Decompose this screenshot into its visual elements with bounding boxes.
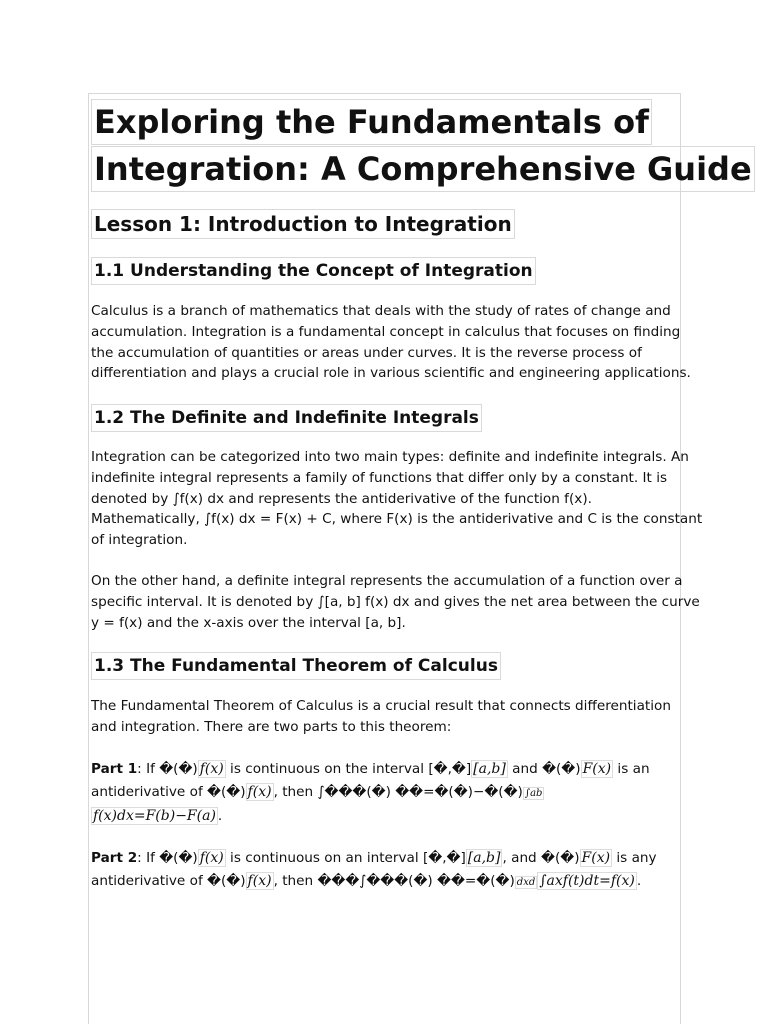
paragraph-line: indefinite integral represents a family of functions that differ only by a constant. It is [91,469,668,486]
paragraph-line: y = f(x) and the x-axis over the interval [a, b]. [91,614,406,631]
text-run: , then [273,873,318,889]
garbled-math: [�,�] [428,761,472,777]
part-2-label: Part 2 [91,850,138,866]
text-run: antiderivative of [91,873,208,889]
paragraph-line: Calculus is a branch of mathematics that deals with the study of rates of change and [91,303,671,319]
section-1-3-intro [91,696,675,738]
paragraph-line: The Fundamental Theorem of Calculus is a crucial result that connects differentiation [91,698,671,714]
text-run: , and [502,850,542,866]
text-run: is an [613,761,650,777]
garbled-math: �(�) [207,784,246,800]
garbled-math: �(�) [159,850,198,866]
lesson-heading [91,209,515,239]
math-expression: f(x) [247,873,272,889]
garbled-math: �(�) [159,761,198,777]
paragraph-line: accumulation. Integration is a fundamental concept in calculus that focuses on finding [91,323,681,340]
paragraph-line: and integration. There are two parts to this theorem: [91,718,452,735]
garbled-math: �(�) [542,761,581,777]
section-1-2-heading [91,404,482,432]
math-expression: f(x)dx=F(b)−F(a) [93,808,216,824]
math-expression: [a,b] [473,761,506,777]
text-run: is continuous on an interval [225,850,423,866]
math-expression: ∫ab [524,788,543,799]
paragraph-line: On the other hand, a definite integral represents the accumulation of a function over a [91,573,683,589]
garbled-math: �(�) [541,850,580,866]
text-run: antiderivative of [91,784,208,800]
math-expression: ∫axf(t)dt=f(x) [539,873,635,889]
text-run: . [636,873,642,889]
garbled-math: ∫���(�) ��=�(�)−�(�) [317,784,523,800]
text-run: and [507,761,543,777]
math-expression: f(x) [247,784,272,800]
garbled-math: �(�) [207,873,246,889]
math-expression: F(x) [581,850,611,866]
paragraph-line: Mathematically, ∫f(x) dx = F(x) + C, where F(x) is the antiderivative and C is the constant [91,511,703,528]
text-run: , then [273,784,318,800]
theorem-part-1 [91,758,675,828]
text-run: is continuous on the interval [225,761,429,777]
section-1-1-heading [91,257,536,285]
section-1-3-heading-text: 1.3 The Fundamental Theorem of Calculus [91,652,501,680]
garbled-math: ���∫���(�) ��=�(�) [317,873,515,889]
text-run: : If [137,761,160,777]
math-expression: [a,b] [467,850,501,866]
paragraph-line: Integration can be categorized into two main types: definite and indefinite integrals. An [91,449,689,465]
paragraph-line: specific interval. It is denoted by ∫[a, b] f(x) dx and gives the net area between the curve [91,593,700,610]
math-expression: F(x) [582,761,612,777]
document-title [91,99,755,193]
theorem-part-2 [91,847,675,894]
math-expression: f(x) [199,761,224,777]
garbled-math: [�,�] [422,850,466,866]
paragraph-line: of integration. [91,532,188,549]
section-1-2-paragraph-1 [91,447,703,551]
text-run: is any [612,850,657,866]
math-expression: f(x) [199,850,224,866]
lesson-heading-text: Lesson 1: Introduction to Integration [91,209,515,239]
paragraph-line: the accumulation of quantities or areas under curves. It is the reverse process of [91,344,642,361]
paragraph-line: denoted by ∫f(x) dx and represents the antiderivative of the function f(x). [91,490,592,507]
text-run: : If [137,850,160,866]
text-run: . [217,808,223,824]
document-page [88,93,752,1024]
paragraph-line: differentiation and plays a crucial role in various scientific and engineering applications. [91,365,691,382]
section-1-3-heading [91,652,501,680]
section-1-1-heading-text: 1.1 Understanding the Concept of Integration [91,257,536,285]
part-1-label: Part 1 [91,761,138,777]
title-line-2: Integration: A Comprehensive Guide [91,146,755,192]
section-1-2-paragraph-2 [91,571,700,633]
section-1-2-heading-text: 1.2 The Definite and Indefinite Integrals [91,404,482,432]
title-line-1: Exploring the Fundamentals of [91,99,652,145]
section-1-1-paragraph [91,301,691,384]
math-expression: dxd [516,877,536,888]
